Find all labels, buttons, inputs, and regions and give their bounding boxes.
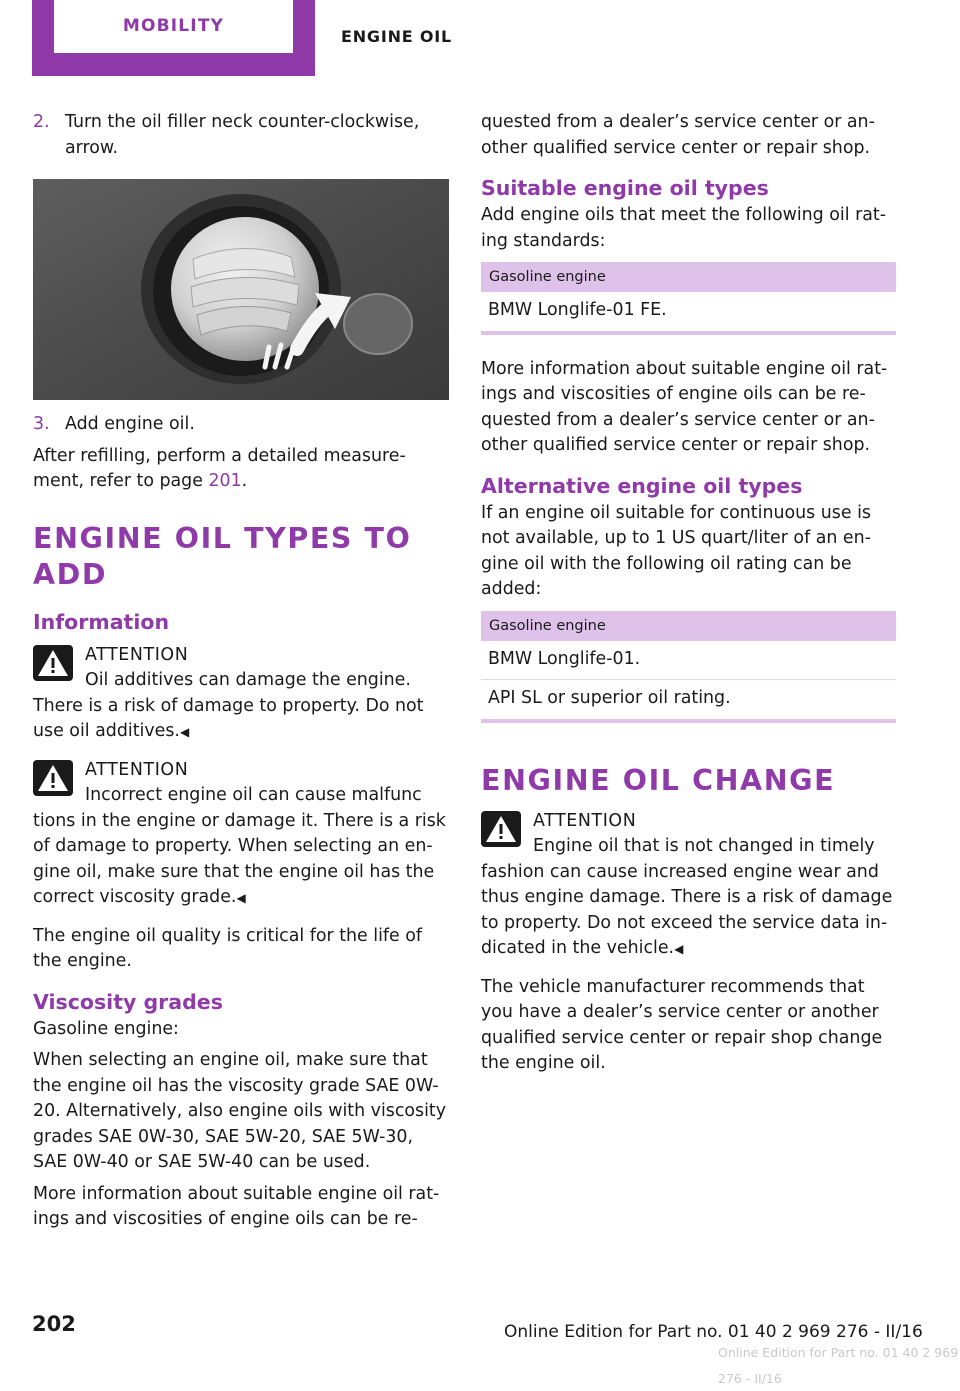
table-header: Gasoline engine xyxy=(481,611,896,641)
watermark: Online Edition for Part no. 01 40 2 969 276 - II/16 xyxy=(718,1345,959,1386)
end-mark-icon: ◀ xyxy=(674,942,684,956)
right-column xyxy=(481,110,896,1083)
after-refill-text xyxy=(33,444,449,495)
viscosity-text: When selecting an engine oil, make sure that the engine oil has the viscosity grade SAE 0W-20. Alternatively, also engine oils with viscosity grades SAE 0W-30, SAE 5W-20, SAE 5W-30, SAE 0W-40 or SAE 5W-40 can be used. xyxy=(33,1050,447,1172)
step-text: Turn the oil filler neck counter-clockwise, arrow. xyxy=(65,112,420,158)
warning-title: ATTENTION xyxy=(85,759,189,780)
warning-incorrect-oil xyxy=(33,758,449,912)
warning-body: There is a risk of damage to property. Do not use oil additives. xyxy=(33,695,424,741)
warning-additives xyxy=(33,643,449,746)
section-heading-oil-types: ENGINE OIL TYPES TO ADD xyxy=(33,521,412,591)
warning-first-line: Incorrect engine oil can cause malfunc xyxy=(85,785,422,805)
header-tab-label-box xyxy=(54,0,293,53)
warning-triangle-icon xyxy=(481,811,521,847)
left-column xyxy=(33,110,449,1239)
warning-body: tions in the engine or damage it. There is a risk of damage to property. When selecting an engine oil, make sure that the engine oil has the correct viscosity grade. xyxy=(33,810,446,907)
warning-oil-change xyxy=(481,809,896,963)
oil-rating-table-1 xyxy=(481,262,896,335)
end-mark-icon: ◀ xyxy=(179,725,190,739)
after-refill-end: . xyxy=(241,471,248,491)
after-refill-body: After refilling, perform a detailed measurement, refer to page xyxy=(33,445,406,491)
step-number: 3. xyxy=(33,414,50,434)
edition-note: Online Edition for Part no. 01 40 2 969 276 - II/16 xyxy=(504,1322,923,1342)
page-link[interactable]: 201 xyxy=(208,471,242,491)
warning-first-line: Engine oil that is not changed in timely xyxy=(533,836,875,856)
suitable-text: Add engine oils that meet the following oil rating standards: xyxy=(481,205,886,251)
warning-first-line: Oil additives can damage the engine. xyxy=(85,670,411,690)
subheading-alternative: Alternative engine oil types xyxy=(481,473,803,498)
table-header: Gasoline engine xyxy=(481,262,896,292)
warning-body: fashion can cause increased engine wear and thus engine damage. There is a risk of damage to property. Do not exceed the service data indicated in the vehicle. xyxy=(481,861,893,958)
step-text: Add engine oil. xyxy=(65,414,195,434)
warning-triangle-icon xyxy=(33,760,73,796)
step-3 xyxy=(33,412,449,438)
warning-triangle-icon xyxy=(33,645,73,681)
subheading-information: Information xyxy=(33,609,170,634)
gasoline-label: Gasoline engine: xyxy=(33,1018,179,1039)
step-number: 2. xyxy=(33,112,50,132)
header-tab-label: MOBILITY xyxy=(122,15,225,36)
table-row: BMW Longlife-01 FE. xyxy=(488,300,667,320)
table-row: BMW Longlife-01. xyxy=(481,641,896,681)
section-heading-oil-change: ENGINE OIL CHANGE xyxy=(481,763,836,797)
header-tab xyxy=(32,0,315,76)
subheading-viscosity: Viscosity grades xyxy=(33,989,223,1014)
oil-filler-cap-photo xyxy=(33,179,449,400)
oil-rating-table-2 xyxy=(481,611,896,723)
header-section-title: ENGINE OIL xyxy=(341,27,453,46)
quality-text: The engine oil quality is critical for the life of the engine. xyxy=(33,925,423,971)
alternative-text: If an engine oil suitable for continuous use is not available, up to 1 US quart/liter of an engine oil with the following oil rating can be added: xyxy=(481,502,871,599)
more-info-end: quested from a dealer’s service center or another qualified service center or repair shop. xyxy=(481,112,875,158)
subheading-suitable: Suitable engine oil types xyxy=(481,176,769,200)
warning-title: ATTENTION xyxy=(85,644,189,665)
page-number: 202 xyxy=(32,1312,76,1336)
end-mark-icon: ◀ xyxy=(236,891,246,905)
table-row: API SL or superior oil rating. xyxy=(488,688,731,708)
more-info-2: More information about suitable engine oil ratings and viscosities of engine oils can be requested from a dealer’s service center or another qualified service center or repair shop. xyxy=(481,358,888,455)
more-info-start: More information about suitable engine oil ratings and viscosities of engine oils can be re- xyxy=(33,1183,440,1229)
warning-title: ATTENTION xyxy=(533,810,637,831)
recommend-text: The vehicle manufacturer recommends that you have a dealer’s service center or another qualified service center or repair shop change the engine oil. xyxy=(481,976,883,1073)
step-2 xyxy=(33,110,449,161)
